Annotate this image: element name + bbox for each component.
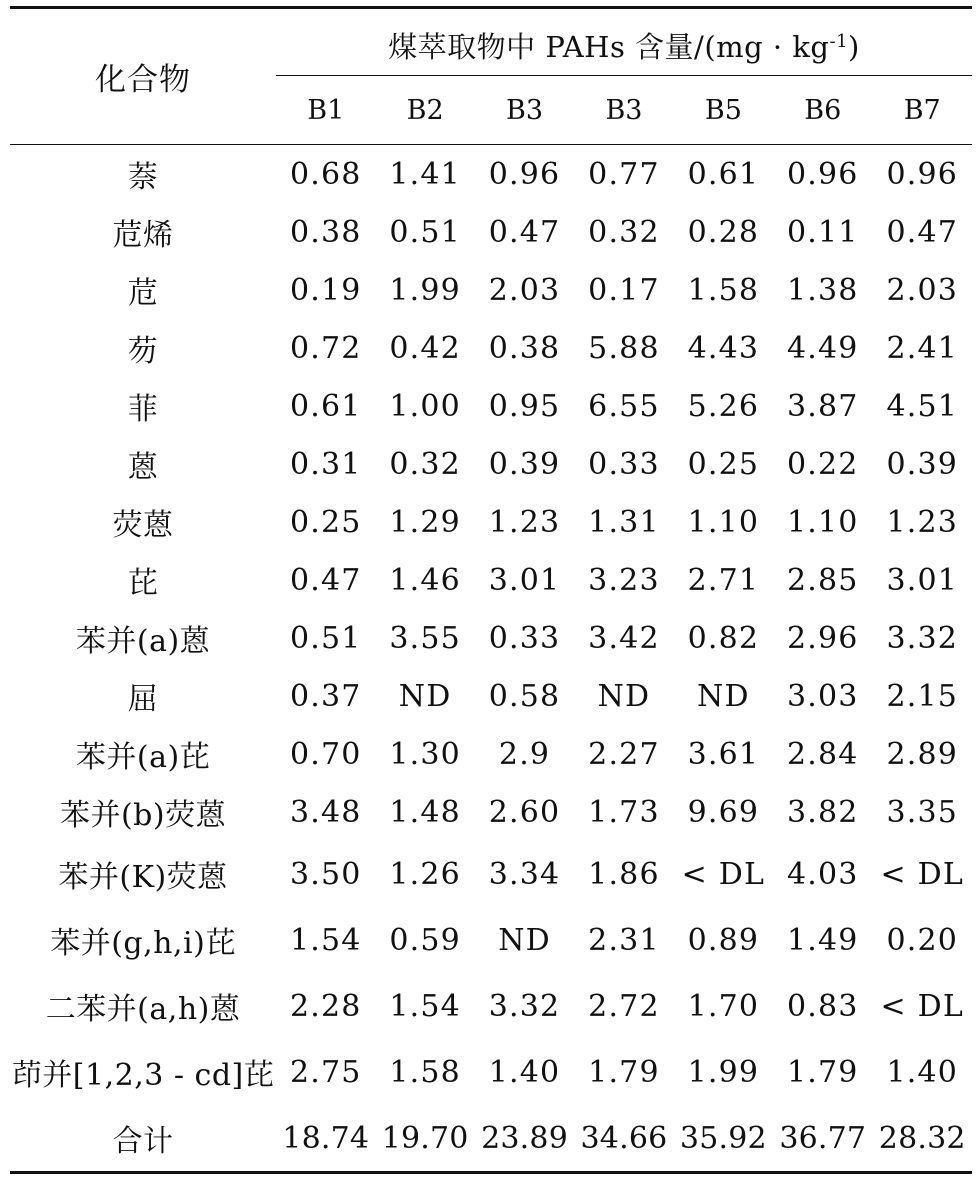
value-cell: 2.15 bbox=[886, 678, 959, 714]
table-row bbox=[10, 261, 972, 319]
value-cell: 5.26 bbox=[687, 388, 760, 424]
table-row bbox=[10, 377, 972, 435]
compound-name: 荧蒽 bbox=[112, 508, 174, 543]
value-cell: 0.61 bbox=[687, 156, 760, 192]
value-cell: 4.03 bbox=[786, 856, 859, 892]
value-cell: 0.72 bbox=[289, 330, 362, 366]
value-cell: 1.99 bbox=[389, 272, 461, 308]
table-row bbox=[10, 145, 972, 204]
value-cell: 1.29 bbox=[389, 504, 461, 540]
table-body bbox=[10, 145, 972, 1173]
column-header-5: B5 bbox=[674, 76, 773, 145]
compound-name: 苯并(K)荧蒽 bbox=[58, 860, 228, 895]
value-cell: 1.10 bbox=[786, 504, 859, 540]
value-cell: 1.58 bbox=[687, 272, 760, 308]
value-cell: 2.89 bbox=[886, 736, 959, 772]
table-header bbox=[10, 8, 972, 145]
value-cell: 4.43 bbox=[687, 330, 760, 366]
value-cell: 4.51 bbox=[886, 388, 959, 424]
value-cell: 0.96 bbox=[886, 156, 959, 192]
table-row bbox=[10, 725, 972, 783]
value-cell: 3.32 bbox=[488, 988, 561, 1024]
compound-name: 芴 bbox=[127, 334, 159, 369]
value-cell: 1.40 bbox=[886, 1054, 959, 1090]
value-cell: 1.46 bbox=[389, 562, 461, 598]
group-header-close: ) bbox=[848, 30, 860, 64]
compound-name: 菲 bbox=[127, 392, 159, 427]
column-header-4: B3 bbox=[574, 76, 673, 145]
value-cell: 35.92 bbox=[674, 1105, 773, 1173]
value-cell: 5.88 bbox=[588, 330, 660, 366]
value-cell: 1.86 bbox=[588, 856, 660, 892]
value-cell: 0.95 bbox=[488, 388, 561, 424]
table-row bbox=[10, 667, 972, 725]
value-cell: 0.19 bbox=[289, 272, 362, 308]
table-row bbox=[10, 609, 972, 667]
value-cell: < DL bbox=[880, 988, 964, 1024]
value-cell: 0.33 bbox=[488, 620, 561, 656]
value-cell: 1.23 bbox=[488, 504, 561, 540]
value-cell: 0.96 bbox=[786, 156, 859, 192]
value-cell: 0.51 bbox=[389, 214, 461, 250]
value-cell: 0.38 bbox=[289, 214, 362, 250]
value-cell: 2.75 bbox=[289, 1054, 362, 1090]
value-cell: 0.96 bbox=[488, 156, 561, 192]
value-cell: 1.79 bbox=[588, 1054, 660, 1090]
table-row bbox=[10, 783, 972, 841]
compound-name: 萘 bbox=[127, 160, 159, 195]
value-cell: 0.20 bbox=[886, 922, 959, 958]
value-cell: 3.01 bbox=[886, 562, 959, 598]
value-cell: 2.71 bbox=[687, 562, 760, 598]
group-header bbox=[276, 8, 972, 77]
value-cell: 0.31 bbox=[289, 446, 362, 482]
value-cell: ND bbox=[597, 678, 651, 714]
column-header-3: B3 bbox=[475, 76, 574, 145]
table-row bbox=[10, 973, 972, 1039]
value-cell: 3.87 bbox=[786, 388, 859, 424]
compound-name: 蒽 bbox=[127, 450, 159, 485]
compound-name: 合计 bbox=[10, 1105, 276, 1173]
value-cell: 2.31 bbox=[588, 922, 660, 958]
value-cell: 1.99 bbox=[687, 1054, 760, 1090]
value-cell: 1.00 bbox=[389, 388, 461, 424]
value-cell: 1.23 bbox=[886, 504, 959, 540]
value-cell: 0.59 bbox=[389, 922, 461, 958]
value-cell: 2.03 bbox=[488, 272, 561, 308]
value-cell: 2.9 bbox=[498, 736, 551, 772]
table-row bbox=[10, 435, 972, 493]
value-cell: 0.39 bbox=[886, 446, 959, 482]
value-cell: 0.38 bbox=[488, 330, 561, 366]
value-cell: 3.23 bbox=[588, 562, 660, 598]
value-cell: 0.32 bbox=[389, 446, 461, 482]
compound-name: 茚并[1,2,3 - cd]芘 bbox=[11, 1058, 275, 1093]
value-cell: 3.50 bbox=[289, 856, 362, 892]
value-cell: 0.25 bbox=[687, 446, 760, 482]
compound-name: 苊烯 bbox=[112, 218, 174, 253]
table-row bbox=[10, 1105, 972, 1173]
compound-name: 苯并(a)蒽 bbox=[75, 624, 211, 659]
value-cell: 2.72 bbox=[588, 988, 660, 1024]
value-cell: 19.70 bbox=[375, 1105, 474, 1173]
value-cell: 0.82 bbox=[687, 620, 760, 656]
value-cell: 2.85 bbox=[786, 562, 859, 598]
value-cell: 0.32 bbox=[588, 214, 660, 250]
value-cell: 1.40 bbox=[488, 1054, 561, 1090]
value-cell: 3.42 bbox=[588, 620, 660, 656]
value-cell: 0.47 bbox=[886, 214, 959, 250]
compound-name: 苯并(b)荧蒽 bbox=[59, 798, 227, 833]
compound-name: 苊 bbox=[127, 276, 159, 311]
value-cell: 0.47 bbox=[488, 214, 561, 250]
value-cell: 36.77 bbox=[773, 1105, 872, 1173]
value-cell: 3.82 bbox=[786, 794, 859, 830]
value-cell: 9.69 bbox=[687, 794, 760, 830]
group-header-text: 煤萃取物中 PAHs 含量/(mg · kg bbox=[388, 30, 830, 64]
value-cell: 3.35 bbox=[886, 794, 959, 830]
value-cell: 0.39 bbox=[488, 446, 561, 482]
value-cell: 3.34 bbox=[488, 856, 561, 892]
value-cell: 0.28 bbox=[687, 214, 760, 250]
value-cell: 0.47 bbox=[289, 562, 362, 598]
value-cell: 3.55 bbox=[389, 620, 461, 656]
value-cell: 0.33 bbox=[588, 446, 660, 482]
column-header-1: B1 bbox=[276, 76, 375, 145]
value-cell: 28.32 bbox=[872, 1105, 972, 1173]
value-cell: 0.25 bbox=[289, 504, 362, 540]
value-cell: 1.48 bbox=[389, 794, 461, 830]
value-cell: 1.70 bbox=[687, 988, 760, 1024]
value-cell: 3.01 bbox=[488, 562, 561, 598]
value-cell: 1.54 bbox=[389, 988, 461, 1024]
table-row bbox=[10, 907, 972, 973]
value-cell: 2.27 bbox=[588, 736, 660, 772]
value-cell: 0.58 bbox=[488, 678, 561, 714]
value-cell: 1.58 bbox=[389, 1054, 461, 1090]
value-cell: < DL bbox=[681, 856, 766, 892]
table-row bbox=[10, 1039, 972, 1105]
value-cell: 3.03 bbox=[786, 678, 859, 714]
compound-column-header: 化合物 bbox=[10, 8, 276, 145]
value-cell: 0.61 bbox=[289, 388, 362, 424]
value-cell: 2.60 bbox=[488, 794, 561, 830]
value-cell: 1.41 bbox=[389, 156, 461, 192]
value-cell: 0.22 bbox=[786, 446, 859, 482]
value-cell: 1.73 bbox=[588, 794, 660, 830]
value-cell: 0.17 bbox=[588, 272, 660, 308]
table-row bbox=[10, 319, 972, 377]
value-cell: 4.49 bbox=[786, 330, 859, 366]
value-cell: 0.42 bbox=[389, 330, 461, 366]
value-cell: 1.38 bbox=[786, 272, 859, 308]
table-row bbox=[10, 493, 972, 551]
value-cell: 1.79 bbox=[786, 1054, 859, 1090]
value-cell: 23.89 bbox=[475, 1105, 574, 1173]
value-cell: 2.28 bbox=[289, 988, 362, 1024]
value-cell: 34.66 bbox=[574, 1105, 673, 1173]
value-cell: 1.49 bbox=[786, 922, 859, 958]
value-cell: 0.89 bbox=[687, 922, 760, 958]
group-header-exponent: -1 bbox=[829, 31, 849, 52]
compound-name: 苯并(g,h,i)芘 bbox=[50, 926, 236, 961]
value-cell: 0.51 bbox=[289, 620, 362, 656]
pah-content-table bbox=[10, 6, 972, 1174]
table-row bbox=[10, 203, 972, 261]
compound-name: 芘 bbox=[127, 566, 159, 601]
table-row bbox=[10, 841, 972, 907]
value-cell: < DL bbox=[880, 856, 964, 892]
value-cell: 0.77 bbox=[588, 156, 660, 192]
value-cell: 0.83 bbox=[786, 988, 859, 1024]
value-cell: ND bbox=[398, 678, 452, 714]
value-cell: 3.48 bbox=[289, 794, 362, 830]
value-cell: 3.61 bbox=[687, 736, 760, 772]
value-cell: ND bbox=[697, 678, 750, 714]
value-cell: 2.96 bbox=[786, 620, 859, 656]
value-cell: ND bbox=[498, 922, 551, 958]
value-cell: 0.70 bbox=[289, 736, 362, 772]
value-cell: 2.03 bbox=[886, 272, 959, 308]
value-cell: 18.74 bbox=[276, 1105, 375, 1173]
value-cell: 1.31 bbox=[588, 504, 660, 540]
value-cell: 2.84 bbox=[786, 736, 859, 772]
column-header-7: B7 bbox=[872, 76, 972, 145]
value-cell: 2.41 bbox=[886, 330, 959, 366]
value-cell: 1.30 bbox=[389, 736, 461, 772]
column-header-6: B6 bbox=[773, 76, 872, 145]
value-cell: 6.55 bbox=[588, 388, 660, 424]
column-header-2: B2 bbox=[375, 76, 474, 145]
value-cell: 1.26 bbox=[389, 856, 461, 892]
value-cell: 0.68 bbox=[289, 156, 362, 192]
compound-name: 屈 bbox=[127, 682, 159, 717]
compound-name: 二苯并(a,h)蒽 bbox=[45, 992, 241, 1027]
value-cell: 1.54 bbox=[289, 922, 362, 958]
table-row bbox=[10, 551, 972, 609]
value-cell: 0.11 bbox=[786, 214, 859, 250]
compound-name: 苯并(a)芘 bbox=[75, 740, 211, 775]
value-cell: 3.32 bbox=[886, 620, 959, 656]
value-cell: 0.37 bbox=[289, 678, 362, 714]
value-cell: 1.10 bbox=[687, 504, 760, 540]
